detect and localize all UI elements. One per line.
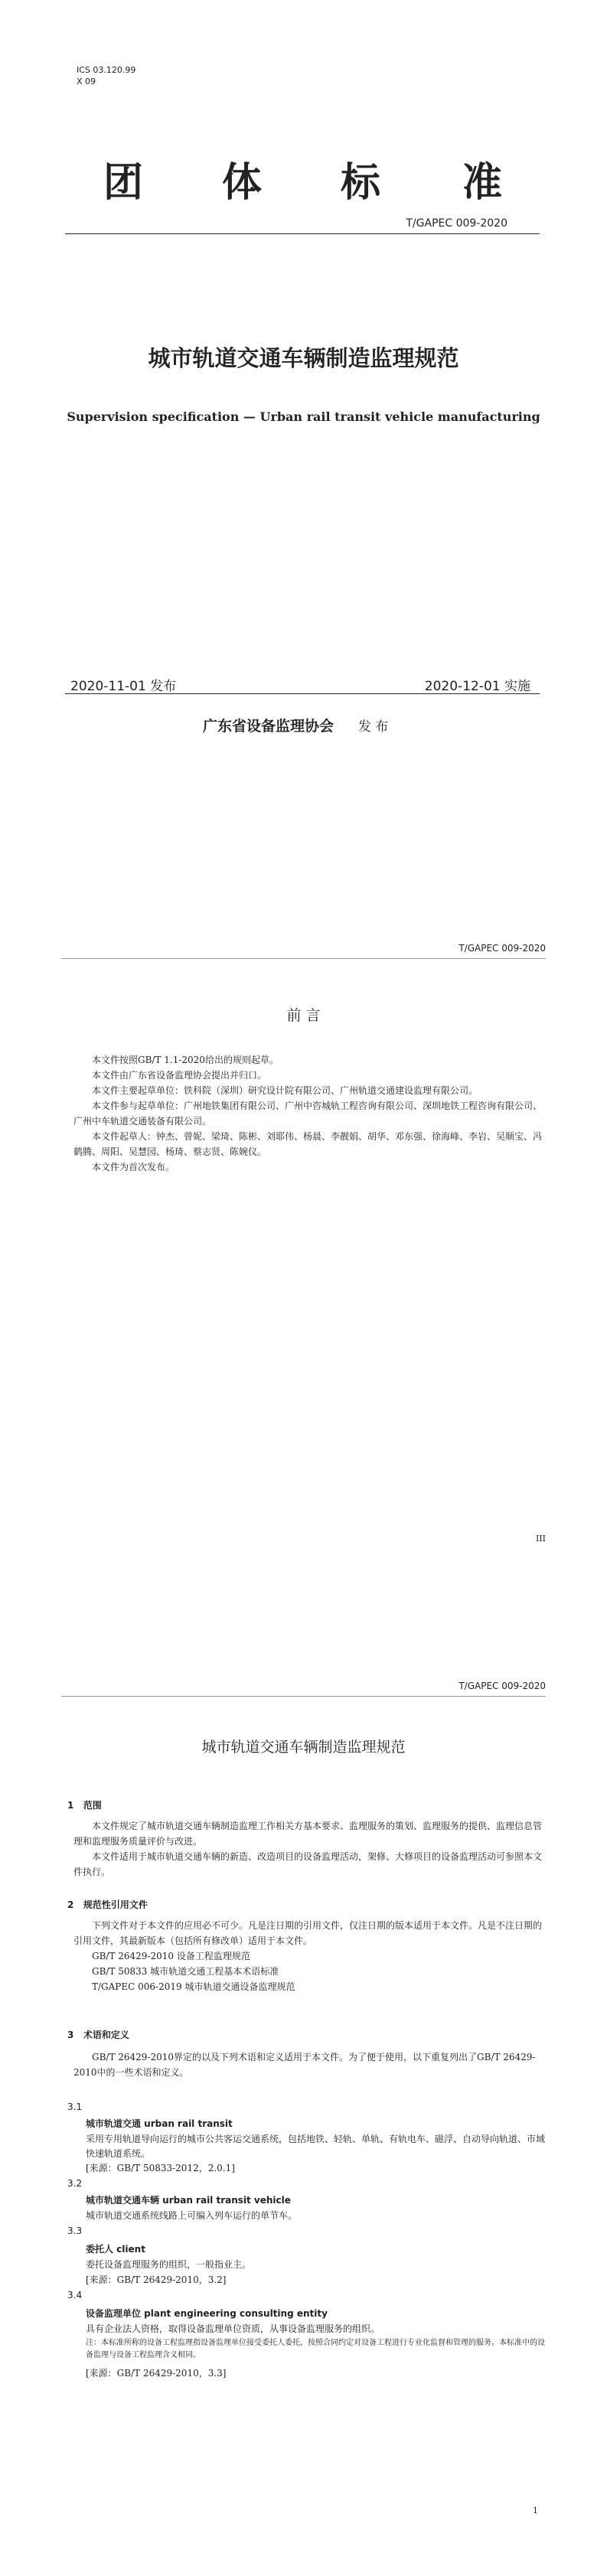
section-paragraph: 本文件规定了城市轨道交通车辆制造监理工作相关方基本要求、监理服务的策划、监理服务的提供、监理信息管理和监理服务质量评价与改进。	[73, 1821, 543, 1847]
section-title: 规范性引用文件	[83, 1899, 148, 1910]
cover-bottom-rule	[65, 693, 540, 694]
cover-title-cn: 城市轨道交通车辆制造监理规范	[148, 345, 459, 371]
implement-date: 2020-12-01 实施	[424, 679, 530, 694]
foreword-header-rule	[61, 958, 546, 959]
foreword-paragraph: 本文件为首次发布。	[92, 1162, 175, 1172]
foreword-title: 前 言	[286, 1007, 321, 1024]
foreword-paragraph: 本文件由广东省设备监理协会提出并归口。	[92, 1070, 267, 1081]
term-heading: 城市轨道交通 urban rail transit	[86, 2118, 233, 2129]
ics-code: ICS 03.120.99	[77, 65, 136, 75]
term-number: 3.3	[67, 2225, 83, 2236]
foreword-page-number: III	[535, 1534, 546, 1544]
standard-type-char-3: 标	[341, 160, 381, 206]
section-title: 范围	[83, 1800, 102, 1811]
section-1-heading	[67, 1798, 102, 1811]
section-paragraph: 下列文件对于本文件的应用必不可少。凡是注日期的引用文件，仅注日期的版本适用于本文件。凡是不注日期的引用文件，其最新版本（包括所有修改单）适用于本文件。	[73, 1920, 543, 1946]
foreword-header-code: T/GAPEC 009-2020	[459, 943, 546, 954]
body-title: 城市轨道交通车辆制造监理规范	[201, 1739, 406, 1756]
reference-item: GB/T 26429-2010 设备工程监理规范	[92, 1951, 250, 1961]
publish-date: 2020-11-01 发布	[70, 679, 177, 694]
cover-title-en: Supervision specification — Urban rail transit vehicle manufacturing	[67, 409, 540, 424]
standard-type-char-4: 准	[462, 160, 503, 206]
term-definition: 具有企业法人资格，取得设备监理单位资质，从事设备监理服务的组织。	[86, 2323, 380, 2334]
section-number: 1	[67, 1800, 74, 1811]
section-paragraph: GB/T 26429-2010界定的以及下列术语和定义适用于本文件。为了便于使用，以下重复列出了GB/T 26429-2010中的一些术语和定义。	[73, 2052, 536, 2078]
foreword-body	[73, 1052, 548, 1175]
term-heading: 城市轨道交通车辆 urban rail transit vehicle	[86, 2195, 291, 2206]
term-definition: 采用专用轨道导向运行的城市公共客运交通系统，包括地铁、轻轨、单轨、有轨电车、磁浮、自动导向轨道、市域快速轨道系统。	[86, 2134, 546, 2159]
foreword-paragraph: 本文件起草人：钟杰、曾妮、梁琦、陈彬、刘耶伟、杨晨、李靓娟、胡华、邓东强、徐海峰、李岩、吴顺宝、冯鹤腾、周阳、吴慧园、杨琦、蔡志贤、陈婉仪。	[73, 1131, 543, 1157]
publisher-action: 发 布	[358, 719, 389, 735]
standard-code: T/GAPEC 009-2020	[406, 217, 507, 230]
term-heading: 委托人 client	[86, 2244, 145, 2255]
section-3-heading	[67, 2028, 129, 2041]
section-1-body	[73, 1818, 548, 1880]
body-page-number: 1	[533, 2506, 538, 2516]
term-source: [来源：GB/T 26429-2010，3.2]	[86, 2274, 227, 2285]
term-heading: 设备监理单位 plant engineering consulting entity	[86, 2308, 328, 2319]
term-number: 3.1	[67, 2102, 83, 2112]
publisher	[203, 715, 388, 735]
foreword-paragraph: 本文件主要起草单位：铁科院（深圳）研究设计院有限公司、广州轨道交通建设监理有限公司。	[92, 1085, 478, 1096]
publisher-name: 广东省设备监理协会	[203, 718, 335, 735]
section-2-body	[73, 1918, 548, 1994]
term-note: 注：本标准所称的设备工程监理指设备监理单位接受委托人委托，按照合同约定对设备工程进行专业化监督和管理的服务。本标准中的设备监理与设备工程监理含义相同。	[86, 2339, 545, 2359]
foreword-paragraph: 本文件参与起草单位：广州地铁集团有限公司、广州中咨城轨工程咨询有限公司、深圳地铁工程咨询有限公司、广州中车轨道交通装备有限公司。	[73, 1101, 543, 1127]
ccs-code: X 09	[77, 77, 96, 86]
section-3-body	[73, 2049, 548, 2080]
cover-top-rule	[65, 233, 540, 234]
term-source: [来源：GB/T 50833-2012，2.0.1]	[86, 2163, 235, 2173]
standard-type-char-1: 团	[103, 160, 144, 206]
section-2-heading	[67, 1898, 148, 1911]
section-number: 2	[67, 1899, 74, 1910]
reference-item: GB/T 50833 城市轨道交通工程基本术语标准	[92, 1966, 279, 1977]
standard-type-char-2: 体	[222, 160, 263, 206]
section-paragraph: 本文件适用于城市轨道交通车辆的新造、改造项目的设备监理活动，架修、大修项目的设备监理活动可参照本文件执行。	[73, 1851, 543, 1877]
term-definition: 委托设备监理服务的组织，一般指业主。	[86, 2259, 252, 2270]
reference-item: T/GAPEC 006-2019 城市轨道交通设备监理规范	[92, 1981, 295, 1992]
term-number: 3.2	[67, 2178, 83, 2189]
section-title: 术语和定义	[83, 2030, 129, 2040]
section-number: 3	[67, 2030, 74, 2040]
term-source: [来源：GB/T 26429-2010，3.3]	[86, 2368, 227, 2379]
term-number: 3.4	[67, 2290, 83, 2300]
body-header-rule	[61, 1696, 546, 1697]
body-header-code: T/GAPEC 009-2020	[459, 1681, 546, 1691]
foreword-paragraph: 本文件按照GB/T 1.1-2020给出的规则起草。	[92, 1055, 279, 1065]
term-definition: 城市轨道交通系统线路上可编入列车运行的单节车。	[86, 2210, 298, 2221]
